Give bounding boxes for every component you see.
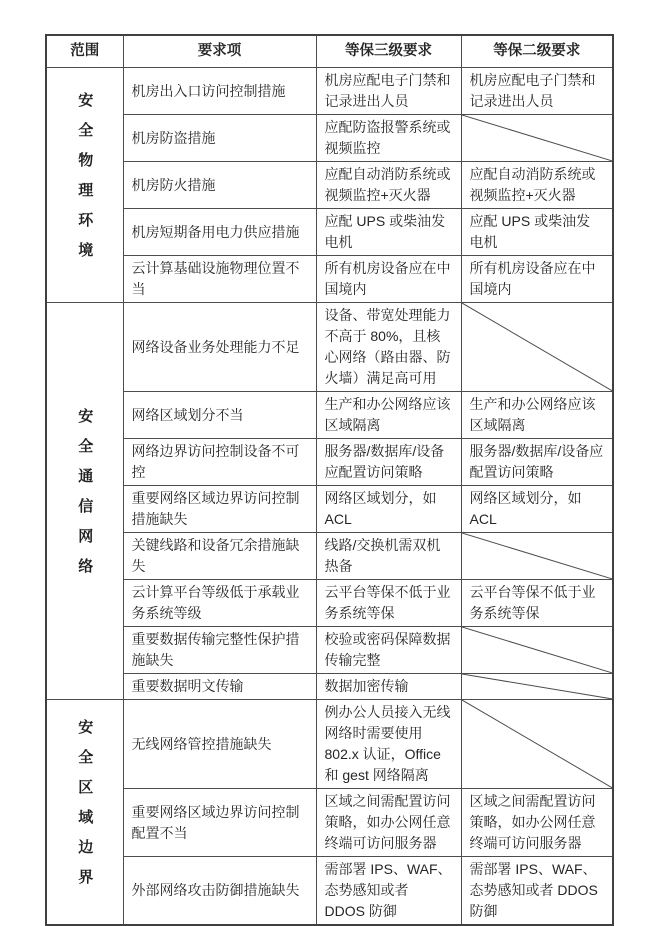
table-row xyxy=(46,439,613,486)
requirement-item-text: 重要网络区域边界访问控制措施缺失 xyxy=(131,490,300,527)
level3-requirement-text: 区域之间需配置访问策略，如办公网任意终端可访问服务器 xyxy=(324,793,451,851)
header-row xyxy=(46,35,613,68)
header-scope: 范围 xyxy=(46,35,123,68)
requirement-item-cell xyxy=(123,115,316,162)
level2-requirement-cell xyxy=(461,580,613,627)
level3-requirement-cell xyxy=(316,486,461,533)
level3-requirement-cell xyxy=(316,700,461,789)
requirement-item-text: 机房防盗措施 xyxy=(131,129,216,146)
level2-requirement-text: 云平台等保不低于业务系统等保 xyxy=(469,584,596,621)
requirement-item-text: 重要数据传输完整性保护措施缺失 xyxy=(131,631,300,668)
level2-requirement-cell xyxy=(461,486,613,533)
level3-requirement-text: 线路/交换机需双机热备 xyxy=(324,537,441,574)
requirement-item-cell xyxy=(123,439,316,486)
table-row xyxy=(46,700,613,789)
table-row xyxy=(46,580,613,627)
level3-requirement-cell xyxy=(316,857,461,926)
level3-requirement-text: 生产和办公网络应该区域隔离 xyxy=(324,396,451,433)
requirement-item-cell xyxy=(123,486,316,533)
table-header xyxy=(46,35,613,68)
level2-requirement-cell xyxy=(461,857,613,926)
level3-requirement-cell xyxy=(316,115,461,162)
table-row xyxy=(46,209,613,256)
level2-requirement-cell xyxy=(461,209,613,256)
level3-requirement-text: 应配 UPS 或柴油发电机 xyxy=(324,213,446,250)
level3-requirement-cell xyxy=(316,68,461,115)
requirement-item-cell xyxy=(123,392,316,439)
level3-requirement-text: 机房应配电子门禁和记录进出人员 xyxy=(324,72,451,109)
level2-requirement-text: 应配 UPS 或柴油发电机 xyxy=(469,213,591,250)
level3-requirement-text: 网络区域划分，如 ACL xyxy=(324,490,437,527)
level2-requirement-cell xyxy=(461,700,613,789)
table-row xyxy=(46,256,613,303)
level2-requirement-cell xyxy=(461,115,613,162)
requirement-item-text: 机房防火措施 xyxy=(131,176,216,193)
level2-requirement-text: 应配自动消防系统或视频监控+灭火器 xyxy=(469,166,596,203)
scope-label: 安全物理环境 xyxy=(76,92,94,272)
level3-requirement-text: 云平台等保不低于业务系统等保 xyxy=(324,584,451,621)
level3-requirement-text: 需部署 IPS、WAF、态势感知或者 DDOS 防御 xyxy=(324,861,452,919)
level3-requirement-text: 例办公人员接入无线网络时需要使用 802.x 认证，Office 和 gest 网络隔离 xyxy=(324,704,451,783)
level3-requirement-text: 所有机房设备应在中国境内 xyxy=(324,260,451,297)
level2-requirement-cell xyxy=(461,789,613,857)
requirement-item-cell xyxy=(123,627,316,674)
requirement-item-text: 云计算基础设施物理位置不当 xyxy=(131,260,300,297)
level2-requirement-cell xyxy=(461,303,613,392)
table-row xyxy=(46,486,613,533)
no-requirement-slash-icon xyxy=(462,115,613,161)
table-row xyxy=(46,68,613,115)
level3-requirement-text: 应配防盗报警系统或视频监控 xyxy=(324,119,451,156)
requirement-item-text: 关键线路和设备冗余措施缺失 xyxy=(131,537,300,574)
requirement-item-cell xyxy=(123,303,316,392)
requirement-item-cell xyxy=(123,674,316,700)
header-item: 要求项 xyxy=(123,35,316,68)
level3-requirement-cell xyxy=(316,580,461,627)
table-row xyxy=(46,789,613,857)
level3-requirement-cell xyxy=(316,533,461,580)
level2-requirement-cell xyxy=(461,439,613,486)
requirement-item-text: 网络设备业务处理能力不足 xyxy=(131,338,300,355)
level2-requirement-text: 服务器/数据库/设备应配置访问策略 xyxy=(469,443,604,480)
level3-requirement-cell xyxy=(316,303,461,392)
scope-cell xyxy=(46,68,123,303)
no-requirement-slash-icon xyxy=(462,674,613,699)
table-row xyxy=(46,303,613,392)
level2-requirement-text: 网络区域划分，如 ACL xyxy=(469,490,582,527)
requirement-item-cell xyxy=(123,857,316,926)
level2-requirement-cell xyxy=(461,674,613,700)
level3-requirement-cell xyxy=(316,627,461,674)
scope-cell xyxy=(46,700,123,926)
table-row xyxy=(46,857,613,926)
header-level2: 等保二级要求 xyxy=(461,35,613,68)
level2-requirement-text: 区域之间需配置访问策略，如办公网任意终端可访问服务器 xyxy=(469,793,596,851)
table-row xyxy=(46,115,613,162)
level3-requirement-cell xyxy=(316,674,461,700)
requirement-item-text: 重要网络区域边界访问控制配置不当 xyxy=(131,803,300,841)
level2-requirement-cell xyxy=(461,256,613,303)
requirement-item-cell xyxy=(123,209,316,256)
level3-requirement-cell xyxy=(316,392,461,439)
level3-requirement-cell xyxy=(316,162,461,209)
level2-requirement-text: 所有机房设备应在中国境内 xyxy=(469,260,596,297)
requirement-item-cell xyxy=(123,789,316,857)
header-level3: 等保三级要求 xyxy=(316,35,461,68)
level2-requirement-cell xyxy=(461,627,613,674)
requirement-item-text: 机房出入口访问控制措施 xyxy=(131,82,286,99)
table-row xyxy=(46,627,613,674)
requirement-item-cell xyxy=(123,256,316,303)
level3-requirement-text: 设备、带宽处理能力不高于 80%，且核心网络（路由器、防火墙）满足高可用 xyxy=(324,307,451,386)
level2-requirement-cell xyxy=(461,533,613,580)
level3-requirement-cell xyxy=(316,439,461,486)
requirement-item-text: 无线网络管控措施缺失 xyxy=(131,735,272,752)
requirement-item-text: 网络边界访问控制设备不可控 xyxy=(131,443,300,480)
requirement-item-text: 重要数据明文传输 xyxy=(131,678,244,694)
level2-requirement-cell xyxy=(461,162,613,209)
level2-requirement-cell xyxy=(461,68,613,115)
level2-requirement-text: 机房应配电子门禁和记录进出人员 xyxy=(469,72,596,109)
table-row xyxy=(46,533,613,580)
table-body xyxy=(46,68,613,926)
level3-requirement-cell xyxy=(316,789,461,857)
scope-label: 安全区域边界 xyxy=(76,719,94,899)
requirement-item-text: 网络区域划分不当 xyxy=(131,406,244,423)
level3-requirement-text: 校验或密码保障数据传输完整 xyxy=(324,631,451,668)
level2-requirement-cell xyxy=(461,392,613,439)
level3-requirement-text: 服务器/数据库/设备应配置访问策略 xyxy=(324,443,445,480)
requirement-item-text: 外部网络攻击防御措施缺失 xyxy=(131,882,300,898)
level3-requirement-cell xyxy=(316,256,461,303)
no-requirement-slash-icon xyxy=(462,533,613,579)
requirement-item-cell xyxy=(123,580,316,627)
requirement-item-cell xyxy=(123,533,316,580)
no-requirement-slash-icon xyxy=(462,627,613,673)
scope-cell xyxy=(46,303,123,700)
table-row xyxy=(46,674,613,700)
scope-label: 安全通信网络 xyxy=(76,408,94,588)
security-requirements-table xyxy=(45,34,614,926)
requirement-item-cell xyxy=(123,68,316,115)
level3-requirement-text: 数据加密传输 xyxy=(324,678,409,694)
table-row xyxy=(46,162,613,209)
level3-requirement-text: 应配自动消防系统或视频监控+灭火器 xyxy=(324,166,451,203)
no-requirement-slash-icon xyxy=(462,303,613,391)
level2-requirement-text: 需部署 IPS、WAF、态势感知或者 DDOS 防御 xyxy=(469,861,598,919)
requirement-item-text: 机房短期备用电力供应措施 xyxy=(131,223,300,240)
table-row xyxy=(46,392,613,439)
level2-requirement-text: 生产和办公网络应该区域隔离 xyxy=(469,396,596,433)
requirement-item-text: 云计算平台等级低于承载业务系统等级 xyxy=(131,584,300,621)
level3-requirement-cell xyxy=(316,209,461,256)
no-requirement-slash-icon xyxy=(462,700,613,788)
requirement-item-cell xyxy=(123,162,316,209)
requirement-item-cell xyxy=(123,700,316,789)
